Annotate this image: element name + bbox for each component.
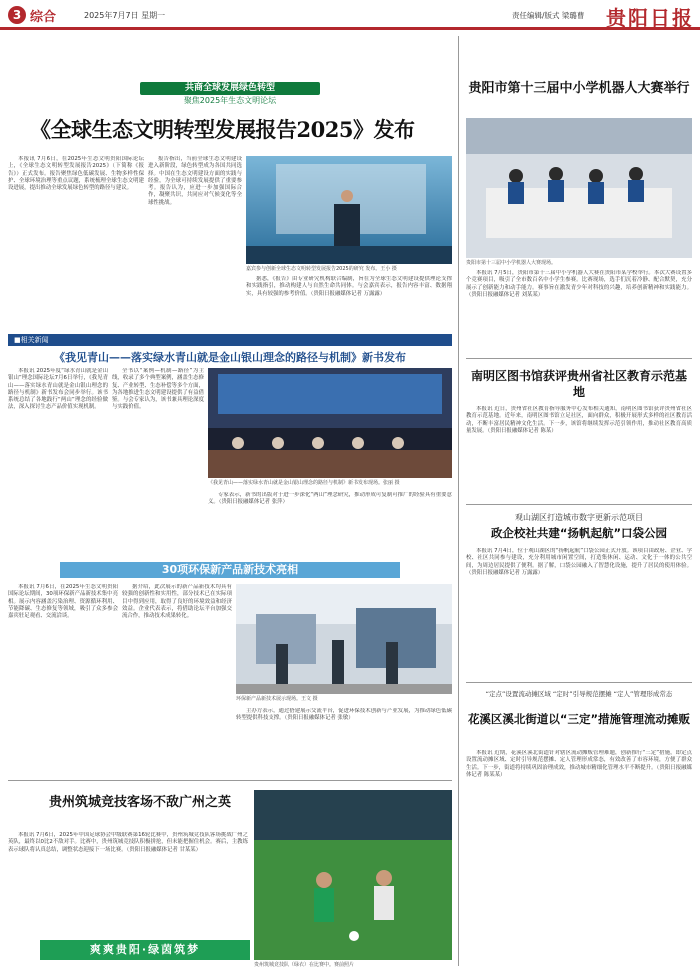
lead-banner-top: 共商全球发展绿色转型 — [140, 82, 320, 95]
divider — [8, 780, 452, 781]
brochure-text-c: 专家表示，新书的出版对于进一步深化“两山”理念研究，推动形成可复制可推广的经验具有重要意义。（贵阳日报融媒体记者 张萍） — [208, 492, 452, 506]
section-name: 综合 — [30, 10, 57, 25]
brochure-photo — [208, 368, 452, 478]
related-news-bar: ■相关新闻 — [8, 334, 452, 346]
tech-photo — [236, 584, 452, 694]
issue-date: 2025年7月7日 星期一 — [84, 11, 166, 20]
page-header — [0, 0, 700, 30]
divider — [466, 682, 692, 683]
tech-text-c: 主办方表示，通过搭建展示交流平台，促进环保技术创新与产业发展，为推动绿色低碳转型提供科技支撑。（贵阳日报融媒体记者 张敏） — [236, 708, 452, 722]
tech-text-a: 本报讯 7月6日，在2025年生态文明贵阳国际论坛期间，30项环保新产品新技术集中亮相。展示内容涵盖污染治理、资源循环利用、节能降碳、生态修复等领域，吸引了众多参会嘉宾驻足观看、交流洽谈。 — [8, 584, 118, 620]
huaxi-kicker: “定点”设置流动摊区域 “定时”引导规范摆摊 “定人”管理形成常态 — [485, 690, 673, 698]
team-photo-caption: 贵州筑城竞技队（绿衣）在比赛中。赛前照片 — [254, 962, 355, 968]
lead-photo-caption: 嘉宾参与创新全球生态文明转型发展报告2025的研究 发布。王小 摄 — [246, 266, 397, 272]
park-headline: 政企校社共建“扬帆起航”口袋公园 — [490, 526, 668, 540]
newspaper-logo: 贵阳日报 — [606, 6, 694, 30]
lead-text-col1: 本报讯 7月6日，在2025年生态文明贵阳国际论坛上，《全球生态文明转型发展报告2025》（下简称《报告》）正式发布。报告聚焦绿色低碳发展、生物多样性保护、全球环境治理等重点议题，系统梳理全球生态文明建设进展，提出推动全球发展绿色转型的路径与建议。 — [8, 156, 144, 192]
tech-text-b: 据介绍，此次展示的新产品新技术均具有较强的创新性和实用性，部分技术已在实际项目中得到应用，取得了良好的环境效益和经济效益。企业代表表示，将借助论坛平台加强交流合作，推动技术成果转化。 — [122, 584, 232, 620]
library-headline: 南明区图书馆获评贵州省社区教育示范基地 — [470, 369, 687, 399]
huaxi-text: 本报讯 近期，花溪区溪北街道针对辖区流动摊贩管理难题，创新推行“三定”措施，即定点设置流动摊区域、定时引导规范摆摊、定人管理形成常态，有效改善了市容环境，方便了群众生活。下一步，街道将持续巩固治理成效，推动城市精细化管理水平不断提升。（贵阳日报融媒体记者 陈某某） — [466, 750, 692, 778]
robot-headline: 贵阳市第十三届中小学机器人大赛举行 — [468, 81, 690, 96]
brochure-text-a: 本报讯 2025年度“绿水青山就是金山银山”理念国际论坛7月6日举行，《我见青山——落实绿水青山就是金山银山理念的路径与机制》新书发布会同步举行。该书系统总结了各地践行“两山”理念的经验做法，深入探讨生态产品价值实现机制。 — [8, 368, 108, 411]
column-divider — [458, 36, 459, 966]
brochure-photo-caption: 《我见青山——落实绿水青山就是金山银山理念的路径与机制》新书发布现场。张丽 摄 — [208, 480, 400, 486]
park-kicker: 观山湖区打造城市数字更新示范项目 — [515, 513, 643, 522]
lead-photo — [246, 156, 452, 264]
team-band: 爽爽贵阳·绿茵筑梦 — [40, 940, 250, 960]
divider — [466, 358, 692, 359]
team-photo — [254, 790, 452, 960]
page-number: 3 — [8, 6, 26, 24]
huaxi-headline: 花溪区溪北街道以“三定”措施管理流动摊贩 — [467, 712, 691, 726]
editors: 责任编辑/版式 梁璐曹 — [512, 11, 585, 20]
park-text: 本报讯 7月4日，位于观山湖区的“扬帆起航”口袋公园正式开放。该项目由政府、企业、学校、社区共同参与建设，充分利用城市闲置空间，打造集休闲、运动、文化于一体的公共空间，为周边居民提供了便利。据了解，口袋公园融入了智慧化设施，提升了居民的使用体验。（贵阳日报融媒体记者 万露露） — [466, 548, 692, 576]
library-text: 本报讯 近日，贵州省社区教育指导服务中心发布相关通知，南明区图书馆获评贵州省社区教育示范基地。近年来，南明区图书馆立足社区，面向群众，积极开展形式多样的社区教育活动，不断丰富居民精神文化生活。下一步，该馆将继续发挥示范引领作用，推动社区教育高质量发展。（贵阳日报融媒体记者 陈某） — [466, 406, 692, 434]
brochure-headline: 《我见青山——落实绿水青山就是金山银山理念的路径与机制》新书发布 — [54, 351, 406, 364]
robot-photo — [466, 118, 692, 258]
robot-photo-caption: 贵阳市第十三届中小学机器人大赛现场。 — [466, 260, 557, 266]
divider — [466, 504, 692, 505]
robot-text: 本报讯 7月5日，贵阳市第十三届中小学机器人大赛在贵阳市某学校举行。本次大赛设置多个竞赛项目，吸引了全市数百名中小学生参赛。比赛现场，选手们沉着冷静、配合默契，充分展示了创新能力和动手能力。赛事旨在激发青少年对科技的兴趣，培养创新精神和实践能力。（贵阳日报融媒体记者 刘某某） — [466, 270, 692, 298]
lead-headline: 《全球生态文明转型发展报告2025》发布 — [30, 117, 415, 142]
lead-text-col2: 报告指出，当前全球生态文明建设进入新阶段，绿色转型成为各国共同选择。中国在生态文明建设方面的实践与经验，为全球可持续发展提供了重要参考。报告认为，应进一步加强国际合作，凝聚共识，共同应对气候变化等全球性挑战。 — [148, 156, 242, 206]
lead-text-col3: 据悉，《报告》由专业研究机构联合编制，旨在为全球生态文明建设提供理论支撑和实践指引，推动构建人与自然生命共同体。与会嘉宾表示，报告内容丰富、数据翔实，具有较强的参考价值。（贵阳日报融媒体记者 万露露） — [246, 276, 452, 297]
team-headline: 贵州筑城竞技客场不敌广州之英 — [48, 795, 231, 810]
brochure-text-b: 全书以“案例—机制—路径”为主线，收录了多个典型案例，涵盖生态修复、产业转型、生态补偿等多个方面，为各地推进生态文明建设提供了有益借鉴。与会专家认为，该书兼具理论深度与实践价值。 — [112, 368, 204, 411]
lead-banner-sub: 聚焦2025年生态文明论坛 — [183, 96, 277, 105]
lead-banner — [140, 82, 320, 108]
tech-headline: 30项环保新产品新技术亮相 — [60, 562, 400, 578]
team-text: 本报讯 7月6日，2025年中国足球协会甲级联赛第16轮比赛中，贵州筑城竞技队客场挑战广州之英队，最终以0比2不敌对手。比赛中，贵州筑城竞技队积极拼抢，但未能把握住机会。赛后，主教练表示球队将认真总结，调整状态迎接下一场比赛。（贵阳日报融媒体记者 甘某某） — [8, 832, 248, 853]
tech-photo-caption: 环保新产品新技术展示现场。王文 摄 — [236, 696, 318, 702]
